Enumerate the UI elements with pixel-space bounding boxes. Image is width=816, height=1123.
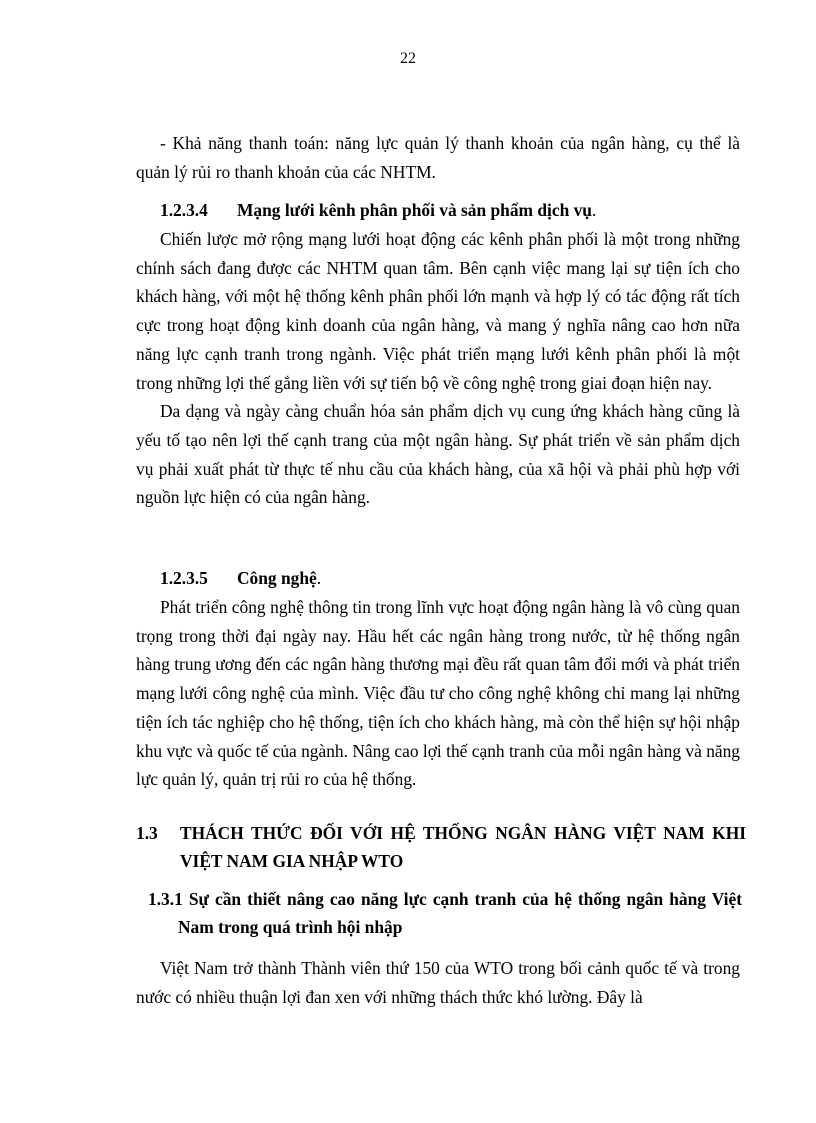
heading-suffix: .: [591, 200, 597, 220]
heading-line: Nam trong quá trình hội nhập: [178, 917, 403, 937]
heading-title: [180, 819, 746, 875]
heading-number: 1.3: [136, 823, 158, 843]
paragraph-wto-member: Việt Nam trở thành Thành viên thứ 150 của WTO trong bối cảnh quốc tế và trong nước có nhiều thuận lợi đan xen với những thách thức khó lường. Đây là: [136, 958, 740, 1007]
body-text-block: [136, 225, 740, 512]
heading-title: Công nghệ: [237, 568, 317, 588]
heading-title: Mạng lưới kênh phân phối và sản phẩm dịch vụ: [237, 200, 592, 220]
paragraph-liquidity: - Khả năng thanh toán: năng lực quản lý thanh khoản của ngân hàng, cụ thể là quản lý rủi ro thanh khoản của các NHTM.: [136, 133, 740, 182]
heading-1-2-3-5: [160, 564, 321, 592]
heading-number: 1.2.3.4: [160, 200, 208, 220]
heading-line: 1.3.1 Sự cần thiết nâng cao năng lực cạnh tranh của hệ thống ngân hàng Việt: [148, 889, 742, 909]
paragraph-technology: Phát triển công nghệ thông tin trong lĩnh vực hoạt động ngân hàng là vô cùng quan trọng trong thời đại ngày nay. Hầu hết các ngân hàng trong nước, từ hệ thống ngân hàng trung ương đến các ngân hàng thương mại đều rất quan tâm đổi mới và phát triển mạng lưới công nghệ của mình. Việc đầu tư cho công nghệ không chỉ mang lại những tiện ích tác nghiệp cho hệ thống, tiện ích cho khách hàng, mà còn thể hiện sự hội nhập khu vực và quốc tế của ngành. Nâng cao lợi thế cạnh tranh của mỗi ngân hàng và năng lực quản lý, quản trị rủi ro của hệ thống.: [136, 597, 740, 790]
body-text-block: [136, 129, 740, 186]
heading-1-2-3-4: [160, 196, 596, 224]
heading-number: 1.2.3.5: [160, 568, 208, 588]
paragraph-distribution-network: Chiến lược mở rộng mạng lưới hoạt động các kênh phân phối là một trong những chính sách đang được các NHTM quan tâm. Bên cạnh việc mang lại sự tiện ích cho khách hàng, với một hệ thống kênh phân phối lớn mạnh và hợp lý có tác động rất tích cực trong hoạt động kinh doanh của ngân hàng, và mang ý nghĩa nâng cao hơn nữa năng lực cạnh tranh trong ngành. Việc phát triển mạng lưới kênh phân phối là một trong những lợi thế gắng liền với sự tiến bộ về công nghệ trong giai đoạn hiện nay.: [136, 229, 740, 393]
page-number: 22: [400, 50, 416, 67]
body-text-block: [136, 593, 740, 794]
paragraph-product-services: Da dạng và ngày càng chuẩn hóa sản phẩm dịch vụ cung ứng khách hàng cũng là yếu tố tạo nên lợi thế cạnh trang của một ngân hàng. Sự phát triển về sản phẩm dịch vụ phải xuất phát từ thực tế nhu cầu của khách hàng, của xã hội và phải phù hợp với nguồn lực hiện có của ngân hàng.: [136, 401, 740, 508]
heading-line: THÁCH THỨC ĐỐI VỚI HỆ THỐNG NGÂN HÀNG VIỆT NAM KHI: [180, 823, 746, 843]
heading-suffix: .: [316, 568, 322, 588]
heading-1-3-1: [148, 885, 742, 941]
body-text-block: [136, 954, 740, 1011]
heading-line: VIỆT NAM GIA NHẬP WTO: [180, 851, 404, 871]
